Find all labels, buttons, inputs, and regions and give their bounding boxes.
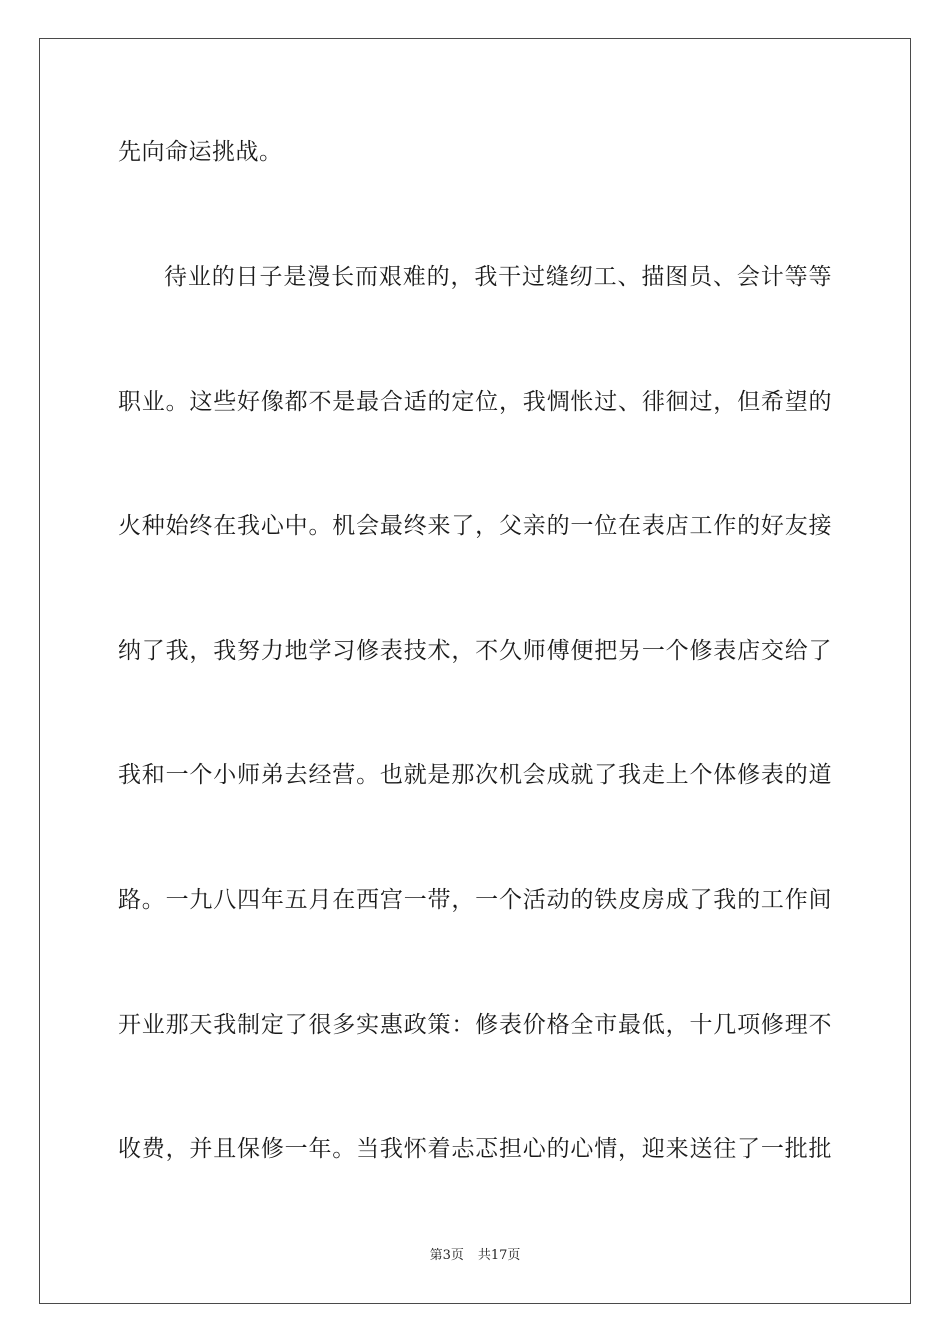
text-line-5: 纳了我，我努力地学习修表技术，不久师傅便把另一个修表店交给了 — [118, 638, 832, 664]
text-line-1: 先向命运挑战。 — [118, 139, 283, 165]
page-footer — [0, 1247, 950, 1265]
text-line-3: 职业。这些好像都不是最合适的定位，我惆怅过、徘徊过，但希望的 — [118, 389, 832, 415]
text-line-9: 收费，并且保修一年。当我怀着忐忑担心的心情，迎来送往了一批批 — [118, 1136, 832, 1162]
text-line-2: 待业的日子是漫长而艰难的，我干过缝纫工、描图员、会计等等 — [164, 264, 832, 290]
text-line-8: 开业那天我制定了很多实惠政策：修表价格全市最低，十几项修理不 — [118, 1012, 832, 1038]
text-line-7: 路。一九八四年五月在西宫一带，一个活动的铁皮房成了我的工作间 — [118, 887, 832, 913]
text-line-6: 我和一个小师弟去经营。也就是那次机会成就了我走上个体修表的道 — [118, 762, 832, 788]
page-number: 第3页 — [429, 1248, 464, 1263]
text-line-4: 火种始终在我心中。机会最终来了，父亲的一位在表店工作的好友接 — [118, 513, 832, 539]
page-total: 共17页 — [477, 1248, 521, 1263]
page-border — [39, 38, 911, 1304]
